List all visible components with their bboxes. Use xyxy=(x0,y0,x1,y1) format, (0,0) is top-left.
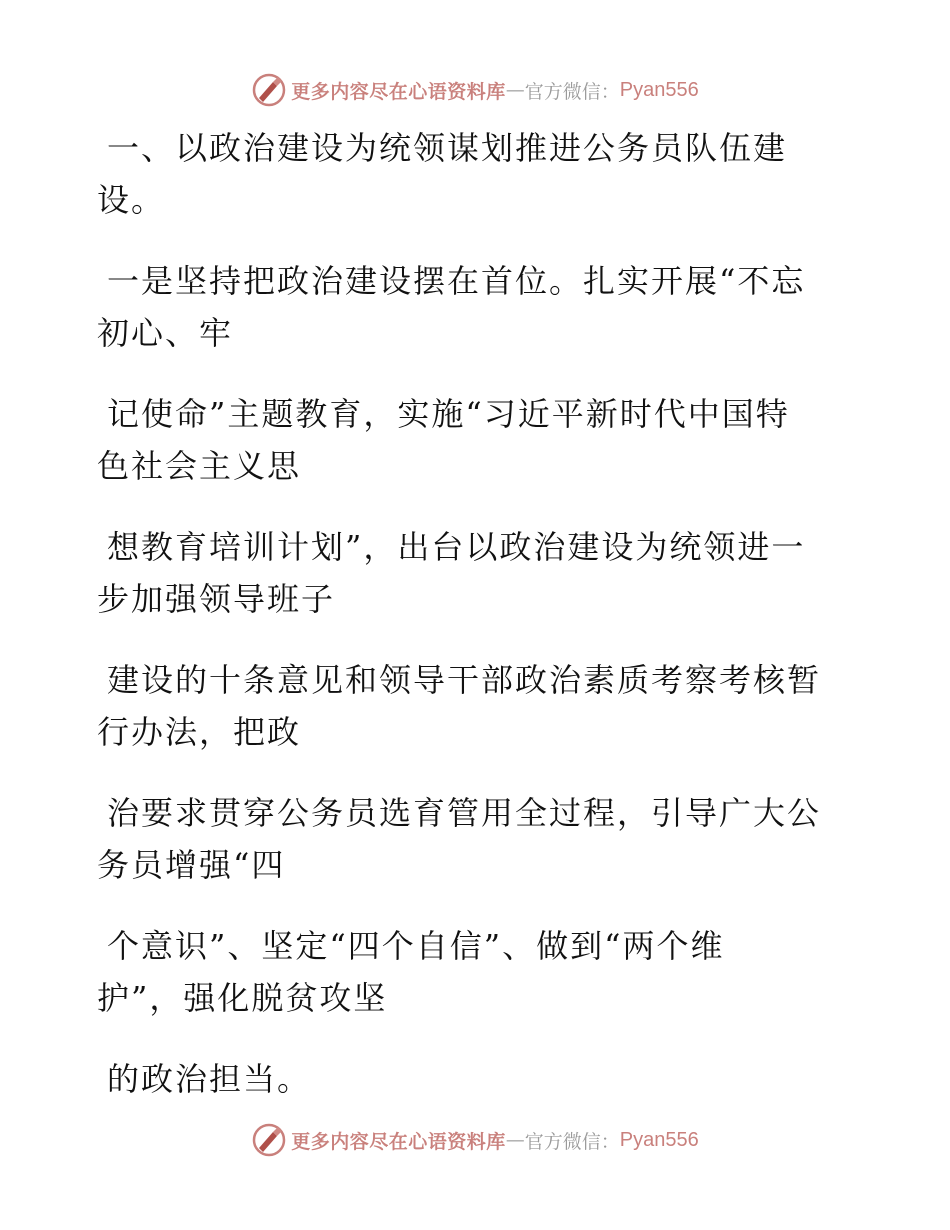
watermark-banner-top xyxy=(0,70,950,110)
text-line: 行办法，把政 xyxy=(97,713,302,751)
text-line: 护”，强化脱贫攻坚 xyxy=(97,979,388,1017)
paragraph xyxy=(97,388,837,492)
paragraph xyxy=(97,787,837,891)
paragraph xyxy=(97,255,837,359)
watermark-wechat-label: 官方微信： xyxy=(524,1130,620,1153)
watermark-separator: — xyxy=(505,1129,525,1151)
document-body xyxy=(97,122,837,1105)
pen-logo-icon xyxy=(251,72,287,108)
text-line: 想教育培训计划”，出台以政治建设为统领进一 xyxy=(107,528,806,566)
watermark-text: 更多内容尽在心语资料库 xyxy=(291,1130,506,1153)
text-line: 一、以政治建设为统领谋划推进公务员队伍建 xyxy=(107,129,788,167)
paragraph xyxy=(97,122,837,226)
text-line: 治要求贯穿公务员选育管用全过程，引导广大公 xyxy=(107,794,822,832)
text-line: 建设的十条意见和领导干部政治素质考察考核暂 xyxy=(107,661,822,699)
watermark-wechat-label: 官方微信： xyxy=(524,80,620,103)
paragraph xyxy=(97,521,837,625)
text-line: 记使命”主题教育，实施“习近平新时代中国特 xyxy=(107,395,790,433)
watermark-separator: — xyxy=(505,79,525,101)
text-line: 初心、牢 xyxy=(97,314,234,352)
text-line: 设。 xyxy=(97,181,166,219)
watermark-banner-bottom xyxy=(0,1120,950,1160)
watermark-wechat-id: Pyan556 xyxy=(619,78,699,101)
text-line: 一是坚持把政治建设摆在首位。扎实开展“不忘 xyxy=(107,262,806,300)
paragraph xyxy=(97,1053,837,1105)
text-line: 的政治担当。 xyxy=(107,1060,312,1098)
pen-logo-icon xyxy=(251,1122,287,1158)
paragraph xyxy=(97,920,837,1024)
paragraph xyxy=(97,654,837,758)
watermark-wechat-id: Pyan556 xyxy=(619,1128,699,1151)
watermark-text: 更多内容尽在心语资料库 xyxy=(291,80,506,103)
text-line: 个意识”、坚定“四个自信”、做到“两个维 xyxy=(107,927,725,965)
text-line: 步加强领导班子 xyxy=(97,580,336,618)
text-line: 色社会主义思 xyxy=(97,447,302,485)
text-line: 务员增强“四 xyxy=(97,846,286,884)
